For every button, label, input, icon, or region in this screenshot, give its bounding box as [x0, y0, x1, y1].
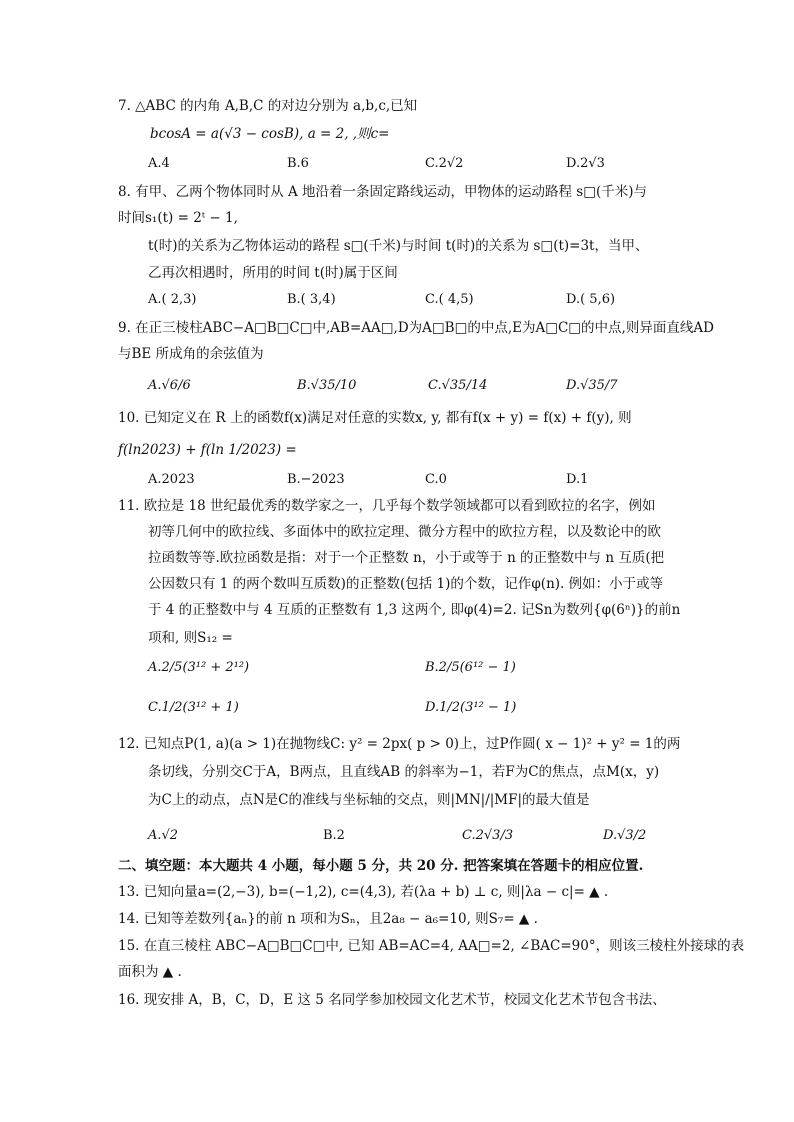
q16-stem: 16. 现安排 A，B，C，D，E 这 5 名同学参加校园文化艺术节，校园文化艺术节包含书法、 [118, 992, 666, 1008]
q11-option-d: D.1/2(3¹² − 1) [425, 700, 517, 715]
q7-condition: bcosA = a(√3 − cosB), a = 2, ,则c= [150, 126, 390, 142]
q11-line-5: 于 4 的正整数中与 4 互质的正整数有 1,3 这两个, 即φ(4)=2. 记Sn为数列{φ(6ⁿ)}的前n [148, 602, 681, 618]
q10-option-b: B.−2023 [287, 472, 345, 487]
q12-stem-cont: 条切线，分别交C于A，B两点，且直线AB 的斜率为−1，若F为C的焦点，点M(x，y) [148, 764, 660, 780]
q8-option-b: B.( 3,4) [287, 292, 336, 307]
q11-option-c: C.1/2(3¹² + 1) [148, 700, 239, 715]
q10-stem: 10. 已知定义在 R 上的函数f(x)满足对任意的实数x, y, 都有f(x + y) = f(x) + f(y), 则 [118, 410, 632, 426]
q8-option-a: A.( 2,3) [148, 292, 197, 307]
q8-formula: 时间s₁(t) = 2ᵗ − 1, [118, 210, 238, 226]
q11-line-4: 公因数只有 1 的两个数叫互质数)的正整数(包括 1)的个数，记作φ(n). 例如：小于或等 [148, 576, 664, 592]
q9-question: 与BE 所成角的余弦值为 [118, 346, 264, 362]
q12-option-a: A.√2 [148, 828, 179, 843]
q7-option-c: C.2√2 [425, 156, 464, 171]
q9-option-b: B.√35/10 [297, 378, 357, 393]
q7-option-a: A.4 [148, 156, 170, 171]
q14-stem: 14. 已知等差数列{aₙ}的前 n 项和为Sₙ，且2a₈ − a₆=10, 则S₇= ▲ . [118, 911, 538, 927]
q11-option-a: A.2/5(3¹² + 2¹²) [148, 660, 250, 675]
q11-line-2: 初等几何中的欧拉线、多面体中的欧拉定理、微分方程中的欧拉方程，以及数论中的欧 [148, 524, 661, 540]
q15-stem: 15. 在直三棱柱 ABC−A□B□C□中, 已知 AB=AC=4, AA□=2, ∠BAC=90°，则该三棱柱外接球的表 [118, 938, 745, 954]
q8-option-c: C.( 4,5) [425, 292, 474, 307]
q12-option-d: D.√3/2 [603, 828, 647, 843]
q12-option-c: C.2√3/3 [462, 828, 514, 843]
section-heading-fill-in: 二、填空题：本大题共 4 小题，每小题 5 分，共 20 分. 把答案填在答题卡的相应位置. [118, 858, 644, 874]
q7-stem: 7. △ABC 的内角 A,B,C 的对边分别为 a,b,c,已知 [118, 98, 418, 114]
q9-option-c: C.√35/14 [428, 378, 488, 393]
q8-option-d: D.( 5,6) [566, 292, 616, 307]
q11-line-1: 11. 欧拉是 18 世纪最优秀的数学家之一，几乎每个数学领域都可以看到欧拉的名字，例如 [118, 498, 656, 514]
q9-option-d: D.√35/7 [566, 378, 618, 393]
q9-stem: 9. 在正三棱柱ABC−A□B□C□中,AB=AA□,D为A□B□的中点,E为A□C□的中点,则异面直线AD [118, 320, 714, 336]
q8-question: 乙再次相遇时，所用的时间 t(时)属于区间 [148, 265, 398, 281]
q11-line-6: 项和, 则S₁₂ = [148, 630, 233, 646]
q8-stem: 8. 有甲、乙两个物体同时从 A 地沿着一条固定路线运动，甲物体的运动路程 s□(千米)与 [118, 184, 648, 200]
q9-option-a: A.√6/6 [148, 378, 191, 393]
q10-option-a: A.2023 [148, 472, 195, 487]
q12-option-b: B.2 [323, 828, 345, 843]
q11-option-b: B.2/5(6¹² − 1) [425, 660, 516, 675]
q12-stem: 12. 已知点P(1, a)(a > 1)在抛物线C: y² = 2px( p > 0)上，过P作圆( x − 1)² + y² = 1的两 [118, 736, 681, 752]
q7-option-b: B.6 [287, 156, 309, 171]
q7-option-d: D.2√3 [566, 156, 605, 171]
q11-line-3: 拉函数等等.欧拉函数是指：对于一个正整数 n，小于或等于 n 的正整数中与 n 互质(把 [148, 550, 665, 566]
q10-option-c: C.0 [425, 472, 447, 487]
q10-expression: f(ln2023) + f(ln 1/2023) = [118, 442, 297, 458]
q12-question: 为C上的动点，点N是C的准线与坐标轴的交点，则|MN|/|MF|的最大值是 [148, 792, 590, 808]
q8-stem-cont: t(时)的关系为乙物体运动的路程 s□(千米)与时间 t(时)的关系为 s□(t)=3t，当甲、 [148, 238, 649, 254]
q13-stem: 13. 已知向量a=(2,−3), b=(−1,2), c=(4,3), 若(λa + b) ⊥ c, 则|λa − c|= ▲ . [118, 884, 609, 900]
q15-question: 面积为 ▲ . [118, 964, 182, 980]
q10-option-d: D.1 [566, 472, 589, 487]
